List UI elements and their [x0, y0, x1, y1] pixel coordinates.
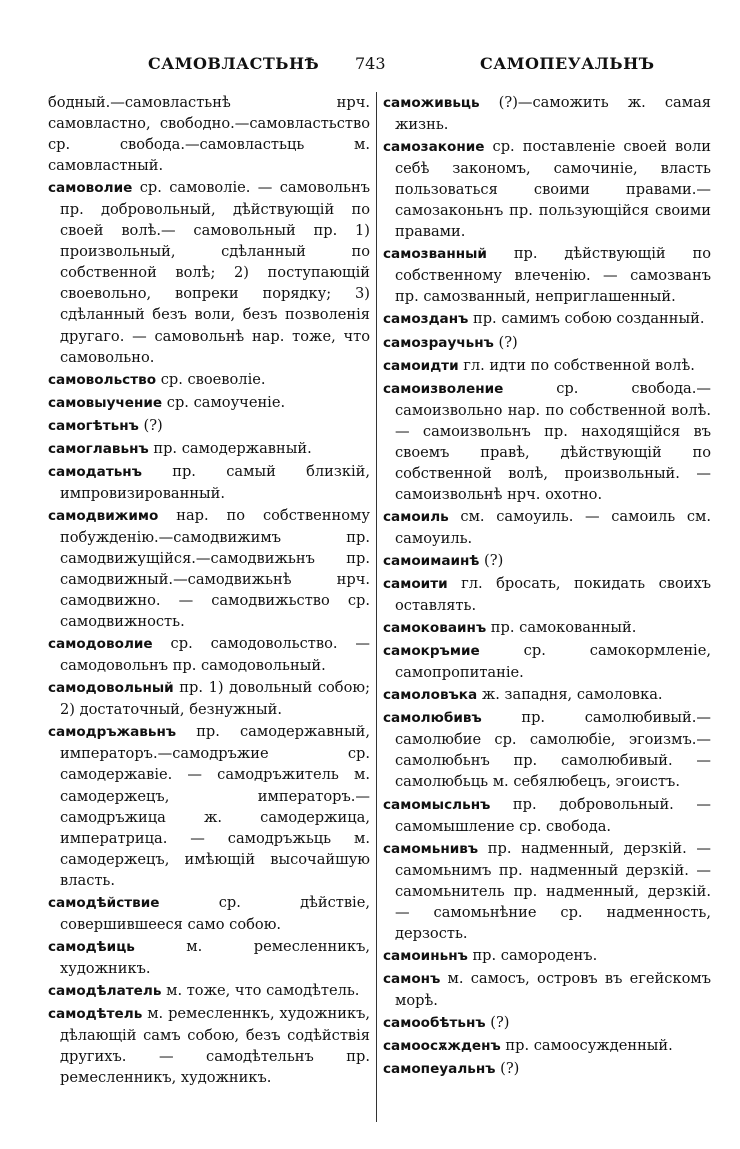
entry-definition: пр. надменный, дерзкій. —самомьнимъ пр. надменный дерзкій. — самомьнитель пр. надменный, дерзкій. — самомьнѣние ср. надменность, дерзость. [395, 839, 711, 942]
entry-headword: самодѣиць [48, 938, 135, 955]
dictionary-entry [48, 438, 370, 460]
entry-headword: самомысльнъ [383, 796, 491, 813]
dictionary-entry [48, 892, 370, 935]
entry-definition: ср. самоволіе. — самовольнъ пр. добровольный, дѣйствующій по своей волѣ.— самовольный пр. 1) произвольный, сдѣланный по собственной волѣ; 2) поступающій своевольно, вопреки порядку; 3) сдѣланный безъ воли, безъ позволенія другаго. — самовольнѣ нар. тоже, что самовольно. [60, 179, 370, 366]
entry-headword: самозаконие [383, 139, 485, 156]
dictionary-entry [383, 92, 711, 135]
entry-definition: м. ремесленнкъ, художникъ, дѣлающій самъ собою, безъ содѣйствія другихъ. — самодѣтельнъ пр. ремесленникъ, художникъ. [60, 1004, 370, 1087]
entry-definition: (?) [495, 1060, 520, 1078]
dictionary-entry [383, 506, 711, 549]
dictionary-entry [383, 707, 711, 792]
entry-headword: самодовольный [48, 680, 174, 697]
dictionary-entry [48, 1003, 370, 1088]
left-column [48, 92, 370, 1089]
dictionary-entry [383, 243, 711, 307]
entry-definition: гл. бросать, покидать своихъ оставлять. [395, 575, 711, 615]
dictionary-entry [383, 617, 711, 639]
entry-headword: самоковаинъ [383, 620, 487, 637]
entry-definition: (?) [485, 1013, 510, 1031]
entry-definition: пр. самолюбивый.—самолюбие ср. самолюбіе, эгоизмъ.— самолюбьнъ пр. самолюбивый. — самолюбьць м. себялюбецъ, эгоистъ. [395, 709, 711, 791]
dictionary-entry [48, 505, 370, 632]
entry-headword: самоимаинѣ [383, 552, 480, 569]
entry-headword: самодѣлатель [48, 982, 162, 999]
entry-definition: м. самосъ, островъ въ егейскомъ морѣ. [395, 969, 711, 1009]
entry-definition: ср. дѣйствіе, совершившееся само собою. [60, 893, 370, 933]
dictionary-entry [383, 1058, 711, 1080]
entry-headword: самоидти [383, 357, 459, 374]
dictionary-entry [383, 838, 711, 944]
dictionary-entry [48, 721, 370, 890]
entry-headword: самоизволение [383, 380, 504, 397]
entry-headword: самозванный [383, 246, 487, 263]
entry-headword: самодвижимо [48, 507, 159, 524]
dictionary-entry [48, 980, 370, 1002]
entry-headword: самодоволие [48, 636, 153, 653]
entry-headword: самокръмие [383, 643, 480, 660]
entry-definition: (?) [138, 416, 163, 434]
entry-definition: (?)—саможить ж. самая жизнь. [395, 94, 711, 134]
dictionary-entry [383, 1035, 711, 1057]
entry-definition: пр. самороденъ. [467, 946, 598, 964]
entry-headword: самоиньнъ [383, 947, 468, 964]
page-number: 743 [355, 54, 386, 73]
dictionary-entry [48, 677, 370, 720]
dictionary-entry [383, 968, 711, 1011]
entry-headword: самозраучьнъ [383, 334, 494, 351]
entry-headword: самонъ [383, 970, 441, 987]
entry-definition: (?) [493, 333, 518, 351]
entry-headword: самоглавьнъ [48, 440, 149, 457]
page-header [0, 54, 740, 80]
dictionary-entry [383, 794, 711, 837]
entry-headword: самопеуальнъ [383, 1061, 496, 1078]
entry-definition: ср. самоученіе. [162, 393, 286, 411]
dictionary-entry [383, 640, 711, 683]
entry-headword: самодатьнъ [48, 463, 142, 480]
entry-definition: пр. дѣйствующій по собственному влеченію. — самозванъ пр. самозванный, неприглашенный. [395, 245, 711, 306]
left-running-head: САМОВЛАСТЬНѢ [148, 54, 320, 73]
entry-headword: самовыучение [48, 394, 163, 411]
entry-definition: пр. самокованный. [486, 619, 637, 637]
entry-headword: самодѣйствие [48, 894, 160, 911]
column-divider [376, 92, 377, 1122]
entry-definition: ср. поставленіе своей воли себѣ закономъ, самочиніе, власть пользоваться своими правами.—самозаконьнъ пр. пользующійся своими правами. [395, 138, 711, 241]
dictionary-entry [48, 633, 370, 676]
dictionary-entry [48, 461, 370, 504]
dictionary-entry [383, 355, 711, 377]
entry-headword: самодръжавьнъ [48, 724, 177, 741]
entry-definition: ж. западня, самоловка. [477, 686, 663, 704]
dictionary-entry [383, 332, 711, 354]
entry-definition: бодный.—самовластьнѣ нрч. самовластно, свободно.—самовластьство ср. свобода.—самовластьць м. самовластный. [48, 94, 370, 175]
entry-headword: самоити [383, 576, 448, 593]
entry-headword: самодѣтель [48, 1005, 143, 1022]
entry-definition: пр. самоосужденный. [500, 1037, 673, 1055]
dictionary-entry [48, 177, 370, 367]
entry-definition: пр. добровольный. — самомышление ср. свобода. [395, 795, 711, 835]
entry-definition: гл. идти по собственной волѣ. [458, 356, 695, 374]
entry-definition: м. тоже, что самодѣтель. [161, 981, 360, 999]
dictionary-entry [383, 1012, 711, 1034]
entry-headword: самоловъка [383, 687, 478, 704]
dictionary-entry [383, 378, 711, 505]
entry-definition: пр. самодержавный, императоръ.—самодръжие ср. самодержавіе. — самодръжитель м. самодержецъ, императоръ.—самодръжица ж. самодержица, императрица. — самодръжьць м. самодержецъ, имѣющій высочайшую власть. [60, 723, 370, 889]
entry-definition: нар. по собственному побужденію.—самодвижимъ пр. самодвижущійся.—самодвижьнъ пр. самодвижный.—самодвижьнѣ нрч. самодвижно. — самодвижьство ср. самодвижность. [60, 506, 370, 631]
entry-definition: пр. самый близкій, импровизированный. [60, 462, 370, 502]
entry-definition: пр. 1) довольный собою; 2) достаточный, безнужный. [60, 679, 370, 719]
dictionary-entry [383, 573, 711, 616]
entry-definition: ср. самодовольство. — самодовольнъ пр. самодовольный. [60, 635, 370, 675]
dictionary-entry [383, 684, 711, 706]
dictionary-entry [48, 415, 370, 437]
dictionary-entry [48, 936, 370, 979]
entry-headword: самогѣтьнъ [48, 417, 139, 434]
entry-headword: самовольство [48, 371, 157, 388]
entry-headword: самомьнивъ [383, 840, 479, 857]
dictionary-entry [48, 392, 370, 414]
entry-definition: пр. самимъ собою созданный. [468, 310, 705, 328]
entry-headword: самолюбивъ [383, 710, 482, 727]
dictionary-entry [48, 369, 370, 391]
right-running-head: САМОПЕУАЛЬНЪ [480, 54, 655, 73]
entry-definition: ср. свобода.—самоизвольно нар. по собственной волѣ. — самоизвольнъ пр. находящійся въ своемъ правѣ, дѣйствующій по собственной волѣ, произвольный. —самоизвольнѣ нрч. охотно. [395, 379, 711, 503]
entry-definition: м. ремесленникъ, художникъ. [60, 937, 370, 977]
entry-definition: пр. самодержавный. [148, 439, 312, 457]
entry-headword: самоволие [48, 180, 133, 197]
dictionary-entry [383, 550, 711, 572]
entry-headword: самоиль [383, 508, 449, 525]
dictionary-entry [383, 945, 711, 967]
dictionary-entry [383, 308, 711, 330]
right-column [383, 92, 711, 1081]
dictionary-entry [383, 136, 711, 242]
entry-definition: см. самоуиль. — самоиль см. самоуиль. [395, 507, 711, 547]
entry-definition: ср. своеволіе. [156, 370, 266, 388]
entry-definition: ср. самокормленіе, самопропитаніе. [395, 642, 711, 682]
entry-headword: саможивьць [383, 95, 480, 111]
entry-headword: самозданъ [383, 311, 469, 328]
entry-headword: самообѣтьнъ [383, 1014, 486, 1031]
dictionary-entry [48, 92, 370, 176]
entry-definition: (?) [479, 551, 504, 569]
entry-headword: самоосѫжденъ [383, 1038, 501, 1055]
